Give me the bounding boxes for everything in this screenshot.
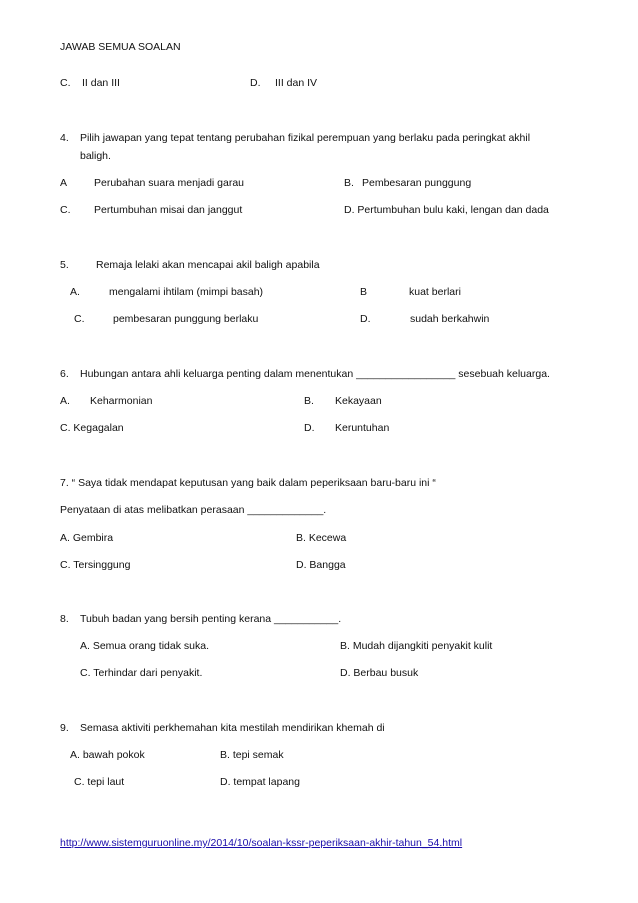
q7-option-c: C. Tersinggung <box>60 559 131 571</box>
q7-statement: Penyataan di atas melibatkan perasaan _____________. <box>60 504 327 516</box>
q4-question-line1: Pilih jawapan yang tepat tentang perubahan fizikal perempuan yang berlaku pada peringkat akhil <box>80 132 531 144</box>
q7-option-a: A. Gembira <box>60 532 114 544</box>
q4-question-line2: baligh. <box>80 150 111 162</box>
q5-question: Remaja lelaki akan mencapai akil baligh apabila <box>96 259 320 271</box>
q6-option-d-label: D. <box>304 422 315 434</box>
q9-option-b: B. tepi semak <box>220 749 284 761</box>
q7-option-b: B. Kecewa <box>296 532 347 544</box>
q4-option-d: D. Pertumbuhan bulu kaki, lengan dan dada <box>344 204 549 216</box>
q5-option-b-text: kuat berlari <box>409 286 461 298</box>
q8-option-a: A. Semua orang tidak suka. <box>80 640 209 652</box>
footer-source-link[interactable]: http://www.sistemguruonline.my/2014/10/soalan-kssr-peperiksaan-akhir-tahun_54.html <box>60 837 463 849</box>
q7-question: 7. “ Saya tidak mendapat keputusan yang baik dalam peperiksaan baru-baru ini “ <box>60 477 436 489</box>
q4-option-b-label: B. <box>344 177 354 189</box>
q3-option-d-label: D. <box>250 77 261 89</box>
q4-option-c-text: Pertumbuhan misai dan janggut <box>94 204 243 216</box>
q8-option-c: C. Terhindar dari penyakit. <box>80 667 203 679</box>
q5-option-d-text: sudah berkahwin <box>410 313 490 325</box>
q4-option-c-label: C. <box>60 204 71 216</box>
q4-number: 4. <box>60 132 69 144</box>
q9-option-a: A. bawah pokok <box>70 749 145 761</box>
q6-option-c: C. Kegagalan <box>60 422 124 434</box>
q6-question: Hubungan antara ahli keluarga penting dalam menentukan _________________ sesebuah keluarga. <box>80 368 550 380</box>
q5-option-a-text: mengalami ihtilam (mimpi basah) <box>109 286 264 298</box>
q5-option-d-label: D. <box>360 313 371 325</box>
q3-option-c-text: II dan III <box>82 77 120 89</box>
q7-option-d: D. Bangga <box>296 559 346 571</box>
q8-option-b: B. Mudah dijangkiti penyakit kulit <box>340 640 493 652</box>
q8-question: Tubuh badan yang bersih penting kerana ___________. <box>80 613 342 625</box>
q9-option-c: C. tepi laut <box>74 776 125 788</box>
q9-question: Semasa aktiviti perkhemahan kita mestilah mendirikan khemah di <box>80 722 385 734</box>
q3-option-c-label: C. <box>60 77 71 89</box>
q6-option-a-text: Keharmonian <box>90 395 153 407</box>
q6-option-a-label: A. <box>60 395 70 407</box>
q6-option-d-text: Keruntuhan <box>335 422 390 434</box>
q9-option-d: D. tempat lapang <box>220 776 300 788</box>
q6-option-b-text: Kekayaan <box>335 395 382 407</box>
q6-option-b-label: B. <box>304 395 314 407</box>
q9-number: 9. <box>60 722 69 734</box>
q4-option-a-label: A <box>60 177 68 189</box>
q4-option-a-text: Perubahan suara menjadi garau <box>94 177 245 189</box>
q5-number: 5. <box>60 259 69 271</box>
q8-option-d: D. Berbau busuk <box>340 667 419 679</box>
q4-option-b-text: Pembesaran punggung <box>362 177 472 189</box>
q5-option-c-label: C. <box>74 313 85 325</box>
q6-number: 6. <box>60 368 69 380</box>
q5-option-a-label: A. <box>70 286 80 298</box>
q3-option-d-text: III dan IV <box>275 77 318 89</box>
page-header: JAWAB SEMUA SOALAN <box>60 41 181 53</box>
q8-number: 8. <box>60 613 69 625</box>
q5-option-c-text: pembesaran punggung berlaku <box>113 313 259 325</box>
q5-option-b-label: B <box>360 286 368 298</box>
